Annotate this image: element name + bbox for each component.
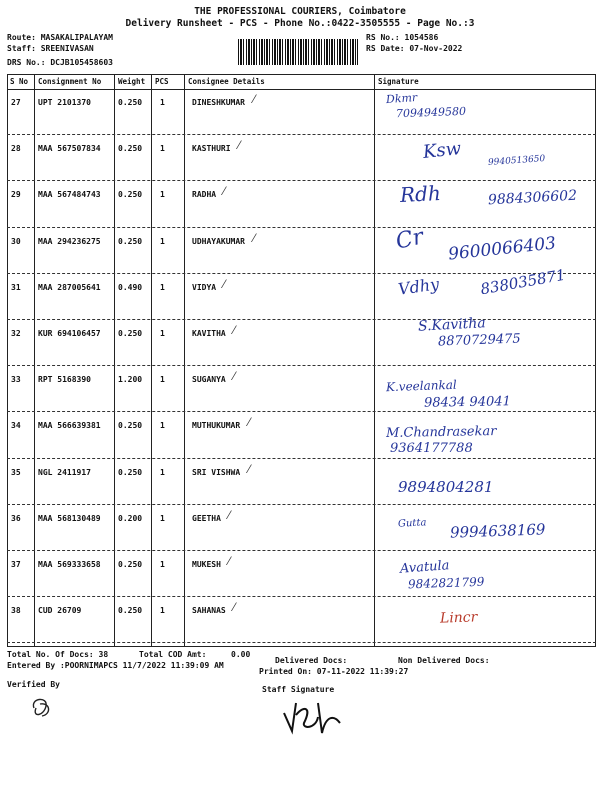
col-line xyxy=(374,74,375,646)
row-sno: 33 xyxy=(11,375,21,385)
row-consignee: SAHANAS xyxy=(192,606,226,616)
col-line xyxy=(7,74,8,646)
handwritten-signature: Ksw xyxy=(422,138,463,164)
col-line xyxy=(184,74,185,646)
col-header-consignee: Consignee Details xyxy=(188,77,265,86)
delivery-tick-mark: ⁄ xyxy=(228,555,230,568)
row-divider xyxy=(7,180,596,181)
handwritten-signature: M.Chandrasekar xyxy=(385,424,497,442)
row-consignment-no: MAA 567507834 xyxy=(38,144,101,154)
rs-date-label: RS Date: xyxy=(366,44,405,53)
row-pcs: 1 xyxy=(160,606,165,616)
printed-on: Printed On: 07-11-2022 11:39:27 xyxy=(259,667,409,676)
staff-signature-label: Staff Signature xyxy=(262,685,335,694)
row-consignment-no: UPT 2101370 xyxy=(38,98,91,107)
handwritten-signature: Lincr xyxy=(439,609,478,627)
col-header-consignment: Consignment No xyxy=(38,77,102,86)
row-pcs: 1 xyxy=(160,560,165,569)
row-divider xyxy=(7,504,596,505)
handwritten-signature: Vdhy xyxy=(396,274,441,299)
col-header-sno: S No xyxy=(10,77,29,86)
col-line xyxy=(34,74,35,646)
row-consignee: KAVITHA xyxy=(192,329,226,338)
row-weight: 0.250 xyxy=(118,421,143,431)
handwritten-phone-number: 9842821799 xyxy=(407,574,485,592)
row-weight: 0.250 xyxy=(118,236,143,246)
row-sno: 36 xyxy=(11,513,21,523)
delivery-tick-mark: ⁄ xyxy=(223,185,225,199)
handwritten-phone-number: 9600066403 xyxy=(447,232,557,265)
row-sno: 30 xyxy=(11,236,21,246)
handwritten-phone-number: 9884306602 xyxy=(487,188,578,209)
row-consignment-no: KUR 694106457 xyxy=(38,329,101,338)
row-divider xyxy=(7,273,596,274)
row-weight: 0.250 xyxy=(118,190,143,200)
row-weight: 0.250 xyxy=(118,560,143,569)
non-delivered-docs: Non Delivered Docs: xyxy=(398,656,490,665)
delivery-tick-mark: ⁄ xyxy=(223,277,225,291)
row-weight: 0.250 xyxy=(118,467,143,477)
row-consignee: SUGANYA xyxy=(192,375,226,385)
col-header-pcs: PCS xyxy=(155,77,169,86)
barcode xyxy=(238,39,358,65)
delivery-tick-mark: ⁄ xyxy=(253,231,255,245)
runsheet-subtitle: Delivery Runsheet - PCS - Phone No.:0422-3505555 - Page No.:3 xyxy=(125,18,475,29)
row-divider xyxy=(7,642,596,643)
row-sno: 35 xyxy=(11,467,21,477)
row-pcs: 1 xyxy=(160,98,165,107)
handwritten-phone-number: 8870729475 xyxy=(437,331,521,350)
row-sno: 38 xyxy=(11,606,21,616)
row-pcs: 1 xyxy=(160,375,165,385)
staff-handwritten-signature xyxy=(278,693,358,738)
company-title: THE PROFESSIONAL COURIERS, Coimbatore xyxy=(194,6,406,17)
row-consignee: MUKESH xyxy=(192,560,221,569)
handwritten-phone-number: 7094949580 xyxy=(395,104,467,121)
rs-date-value: 07-Nov-2022 xyxy=(409,44,463,53)
table-top-border xyxy=(7,74,596,75)
row-consignee: DINESHKUMAR xyxy=(192,98,245,107)
row-weight: 0.250 xyxy=(118,98,143,107)
row-sno: 32 xyxy=(11,329,21,338)
row-sno: 28 xyxy=(11,144,21,154)
delivery-tick-mark: ⁄ xyxy=(233,601,235,615)
handwritten-signature: Gutta xyxy=(397,517,427,530)
row-sno: 27 xyxy=(11,98,21,107)
row-consignee: SRI VISHWA xyxy=(192,467,241,477)
handwritten-signature: S.Kavitha xyxy=(417,315,487,335)
row-pcs: 1 xyxy=(160,467,165,477)
handwritten-phone-number: 98434 94041 xyxy=(423,394,511,411)
route-line xyxy=(7,33,113,43)
row-consignment-no: RPT 5168390 xyxy=(38,375,91,385)
rs-date-line xyxy=(366,44,462,54)
handwritten-phone-number: 9940513650 xyxy=(487,154,546,169)
row-consignee: UDHAYAKUMAR xyxy=(192,236,245,246)
row-consignment-no: NGL 2411917 xyxy=(38,467,91,477)
row-divider xyxy=(7,550,596,551)
col-line xyxy=(151,74,152,646)
row-consignment-no: MAA 566639381 xyxy=(38,421,101,431)
col-line xyxy=(595,74,596,646)
row-pcs: 1 xyxy=(160,329,165,338)
col-header-signature: Signature xyxy=(378,77,419,86)
delivery-tick-mark: ⁄ xyxy=(248,462,250,476)
row-weight: 0.250 xyxy=(118,329,143,338)
row-consignee: RADHA xyxy=(192,190,217,200)
row-consignee: MUTHUKUMAR xyxy=(192,421,241,431)
drs-label: DRS No.: xyxy=(7,58,46,67)
row-sno: 37 xyxy=(11,560,21,569)
row-weight: 0.490 xyxy=(118,282,143,292)
total-cod-value: 0.00 xyxy=(231,650,251,659)
entered-by: Entered By :POORNIMAPCS 11/7/2022 11:39:09 AM xyxy=(7,661,224,670)
handwritten-signature: Dkmr xyxy=(385,90,418,107)
row-divider xyxy=(7,596,596,597)
row-consignment-no: MAA 294236275 xyxy=(38,236,101,246)
delivery-tick-mark: ⁄ xyxy=(228,508,230,522)
row-consignment-no: MAA 567484743 xyxy=(38,190,101,200)
col-header-weight: Weight xyxy=(118,77,146,86)
handwritten-signature: K.veelankal xyxy=(385,377,457,395)
handwritten-phone-number: 9894804281 xyxy=(398,477,494,496)
row-sno: 29 xyxy=(11,190,21,200)
row-weight: 0.250 xyxy=(118,144,143,154)
header-divider xyxy=(7,89,596,90)
row-divider xyxy=(7,319,596,320)
row-pcs: 1 xyxy=(160,190,165,200)
row-weight: 1.200 xyxy=(118,375,143,385)
staff-label: Staff: xyxy=(7,44,36,53)
delivery-tick-mark: ⁄ xyxy=(248,416,250,430)
drs-value: DCJB105458603 xyxy=(50,58,113,67)
rs-no-label: RS No.: xyxy=(366,33,400,42)
row-sno: 34 xyxy=(11,421,21,431)
row-pcs: 1 xyxy=(160,236,165,246)
row-consignee: KASTHURI xyxy=(192,144,231,154)
drs-line xyxy=(7,58,113,68)
handwritten-signature: Rdh xyxy=(399,181,442,208)
col-line xyxy=(114,74,115,646)
row-consignment-no: CUD 26709 xyxy=(38,606,82,616)
handwritten-phone-number: 9994638169 xyxy=(449,520,546,542)
staff-line xyxy=(7,44,94,54)
rs-no-value: 1054586 xyxy=(404,33,439,42)
row-pcs: 1 xyxy=(160,282,165,292)
row-consignee: VIDYA xyxy=(192,282,217,292)
row-divider xyxy=(7,134,596,135)
row-divider xyxy=(7,411,596,412)
handwritten-signature: Avatula xyxy=(399,558,450,577)
total-docs: Total No. Of Docs: 38 xyxy=(7,650,109,659)
row-pcs: 1 xyxy=(160,421,165,431)
row-consignment-no: MAA 569333658 xyxy=(38,560,101,569)
total-cod-label: Total COD Amt: xyxy=(139,650,207,659)
handwritten-phone-number: 9364177788 xyxy=(390,441,473,457)
row-divider xyxy=(7,458,596,459)
row-sno: 31 xyxy=(11,282,21,292)
handwritten-signature: Cr xyxy=(393,224,426,255)
handwritten-phone-number: 838035871 xyxy=(479,265,567,299)
delivery-tick-mark: ⁄ xyxy=(238,139,240,153)
route-value: MASAKALIPALAYAM xyxy=(40,33,113,42)
row-pcs: 1 xyxy=(160,513,165,523)
row-divider xyxy=(7,227,596,228)
staff-value: SREENIVASAN xyxy=(40,44,94,53)
row-consignee: GEETHA xyxy=(192,513,221,523)
rs-no-line xyxy=(366,33,438,43)
row-pcs: 1 xyxy=(160,144,165,154)
delivered-docs: Delivered Docs: xyxy=(275,656,348,665)
delivery-tick-mark: ⁄ xyxy=(253,93,255,106)
delivery-tick-mark: ⁄ xyxy=(233,324,235,337)
verified-initial-signature xyxy=(28,694,58,722)
row-consignment-no: MAA 287005641 xyxy=(38,282,101,292)
verified-by: Verified By xyxy=(7,680,60,689)
delivery-tick-mark: ⁄ xyxy=(233,370,235,384)
row-weight: 0.250 xyxy=(118,606,143,616)
row-divider xyxy=(7,365,596,366)
row-weight: 0.200 xyxy=(118,513,143,523)
row-consignment-no: MAA 568130489 xyxy=(38,513,101,523)
route-label: Route: xyxy=(7,33,36,42)
